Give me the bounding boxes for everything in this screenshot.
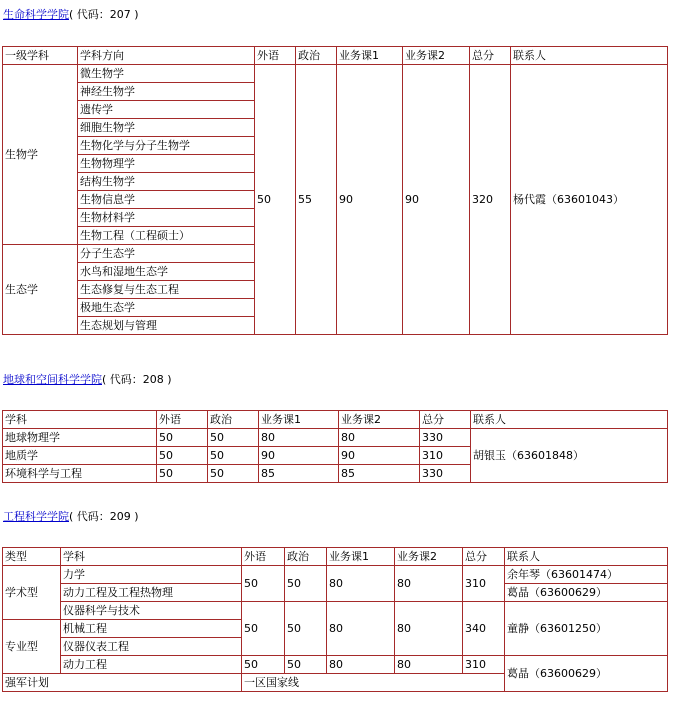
foreign-score-cell: 50 (242, 602, 285, 656)
direction-cell: 生态修复与生态工程 (78, 281, 255, 299)
foreign-score-cell: 50 (255, 65, 296, 335)
eng-table (2, 547, 668, 692)
direction-cell: 微生物学 (78, 65, 255, 83)
politics-score-cell: 55 (296, 65, 337, 335)
direction-cell: 生态规划与管理 (78, 317, 255, 335)
life-section-heading (3, 8, 139, 22)
contact-cell: 杨代霞（63601043） (511, 65, 668, 335)
table-row (3, 656, 668, 674)
direction-cell: 极地生态学 (78, 299, 255, 317)
foreign-score-cell: 50 (157, 429, 208, 447)
total-score-cell: 340 (463, 602, 505, 656)
total-score-cell: 310 (420, 447, 471, 465)
life-table (2, 46, 668, 335)
course2-score-cell: 90 (403, 65, 470, 335)
life-header-cell: 业务课1 (337, 47, 403, 65)
politics-score-cell: 50 (285, 566, 327, 602)
foreign-score-cell: 50 (157, 465, 208, 483)
contact-cell: 葛晶（63600629） (505, 656, 668, 692)
total-score-cell: 320 (470, 65, 511, 335)
direction-cell: 生物工程（工程硕士） (78, 227, 255, 245)
course1-score-cell: 90 (259, 447, 339, 465)
direction-cell: 生物化学与分子生物学 (78, 137, 255, 155)
total-score-cell: 330 (420, 465, 471, 483)
life-header-cell: 一级学科 (3, 47, 78, 65)
type-cell: 专业型 (3, 620, 61, 674)
earth-table (2, 410, 668, 483)
subject-cell: 力学 (61, 566, 242, 584)
subject-cell: 仪器科学与技术 (61, 602, 242, 620)
earth-header-cell: 学科 (3, 411, 157, 429)
life-header-cell: 学科方向 (78, 47, 255, 65)
earth-header-cell: 总分 (420, 411, 471, 429)
special-plan-cell: 强军计划 (3, 674, 242, 692)
subject-cell: 机械工程 (61, 620, 242, 638)
direction-cell: 遗传学 (78, 101, 255, 119)
contact-cell: 余年琴（63601474） (505, 566, 668, 584)
discipline-cell: 生物学 (3, 65, 78, 245)
special-plan-score-cell: 一区国家线 (242, 674, 505, 692)
total-score-cell: 330 (420, 429, 471, 447)
course2-score-cell: 80 (395, 656, 463, 674)
eng-college-link[interactable]: 工程科学学院 (3, 510, 69, 523)
discipline-cell: 生态学 (3, 245, 78, 335)
life-header-cell: 政治 (296, 47, 337, 65)
earth-header-row (3, 411, 668, 429)
direction-cell: 分子生态学 (78, 245, 255, 263)
eng-college-code: ( 代码：209 ) (69, 510, 139, 523)
subject-cell: 地质学 (3, 447, 157, 465)
earth-header-cell: 政治 (208, 411, 259, 429)
course1-score-cell: 90 (337, 65, 403, 335)
politics-score-cell: 50 (208, 465, 259, 483)
earth-section-heading (3, 373, 172, 387)
direction-cell: 水鸟和湿地生态学 (78, 263, 255, 281)
foreign-score-cell: 50 (242, 656, 285, 674)
eng-header-cell: 总分 (463, 548, 505, 566)
earth-header-cell: 联系人 (471, 411, 668, 429)
subject-cell: 动力工程及工程热物理 (61, 584, 242, 602)
eng-header-cell: 业务课1 (327, 548, 395, 566)
eng-section-heading (3, 510, 139, 524)
eng-header-cell: 类型 (3, 548, 61, 566)
direction-cell: 生物信息学 (78, 191, 255, 209)
course2-score-cell: 80 (395, 602, 463, 656)
life-header-cell: 联系人 (511, 47, 668, 65)
table-row (3, 65, 668, 83)
course1-score-cell: 80 (327, 566, 395, 602)
earth-college-code: ( 代码：208 ) (102, 373, 172, 386)
direction-cell: 神经生物学 (78, 83, 255, 101)
politics-score-cell: 50 (208, 429, 259, 447)
contact-cell: 童静（63601250） (505, 602, 668, 656)
politics-score-cell: 50 (208, 447, 259, 465)
course1-score-cell: 85 (259, 465, 339, 483)
eng-header-cell: 业务课2 (395, 548, 463, 566)
eng-header-row (3, 548, 668, 566)
earth-header-cell: 外语 (157, 411, 208, 429)
direction-cell: 生物材料学 (78, 209, 255, 227)
table-row (3, 602, 668, 620)
direction-cell: 生物物理学 (78, 155, 255, 173)
eng-header-cell: 政治 (285, 548, 327, 566)
life-header-cell: 总分 (470, 47, 511, 65)
contact-cell: 胡银玉（63601848） (471, 429, 668, 483)
table-row (3, 566, 668, 584)
course2-score-cell: 80 (395, 566, 463, 602)
total-score-cell: 310 (463, 656, 505, 674)
politics-score-cell: 50 (285, 656, 327, 674)
total-score-cell: 310 (463, 566, 505, 602)
course2-score-cell: 90 (339, 447, 420, 465)
course2-score-cell: 80 (339, 429, 420, 447)
course1-score-cell: 80 (327, 602, 395, 656)
eng-header-cell: 学科 (61, 548, 242, 566)
subject-cell: 地球物理学 (3, 429, 157, 447)
eng-header-cell: 联系人 (505, 548, 668, 566)
type-cell: 学术型 (3, 566, 61, 620)
course2-score-cell: 85 (339, 465, 420, 483)
life-college-code: ( 代码：207 ) (69, 8, 139, 21)
course1-score-cell: 80 (259, 429, 339, 447)
subject-cell: 环境科学与工程 (3, 465, 157, 483)
earth-college-link[interactable]: 地球和空间科学学院 (3, 373, 102, 386)
table-row (3, 429, 668, 447)
politics-score-cell: 50 (285, 602, 327, 656)
life-college-link[interactable]: 生命科学学院 (3, 8, 69, 21)
course1-score-cell: 80 (327, 656, 395, 674)
direction-cell: 结构生物学 (78, 173, 255, 191)
life-header-cell: 外语 (255, 47, 296, 65)
subject-cell: 动力工程 (61, 656, 242, 674)
life-header-row (3, 47, 668, 65)
foreign-score-cell: 50 (242, 566, 285, 602)
earth-header-cell: 业务课2 (339, 411, 420, 429)
life-header-cell: 业务课2 (403, 47, 470, 65)
subject-cell: 仪器仪表工程 (61, 638, 242, 656)
contact-cell: 葛晶（63600629） (505, 584, 668, 602)
earth-header-cell: 业务课1 (259, 411, 339, 429)
eng-header-cell: 外语 (242, 548, 285, 566)
foreign-score-cell: 50 (157, 447, 208, 465)
direction-cell: 细胞生物学 (78, 119, 255, 137)
